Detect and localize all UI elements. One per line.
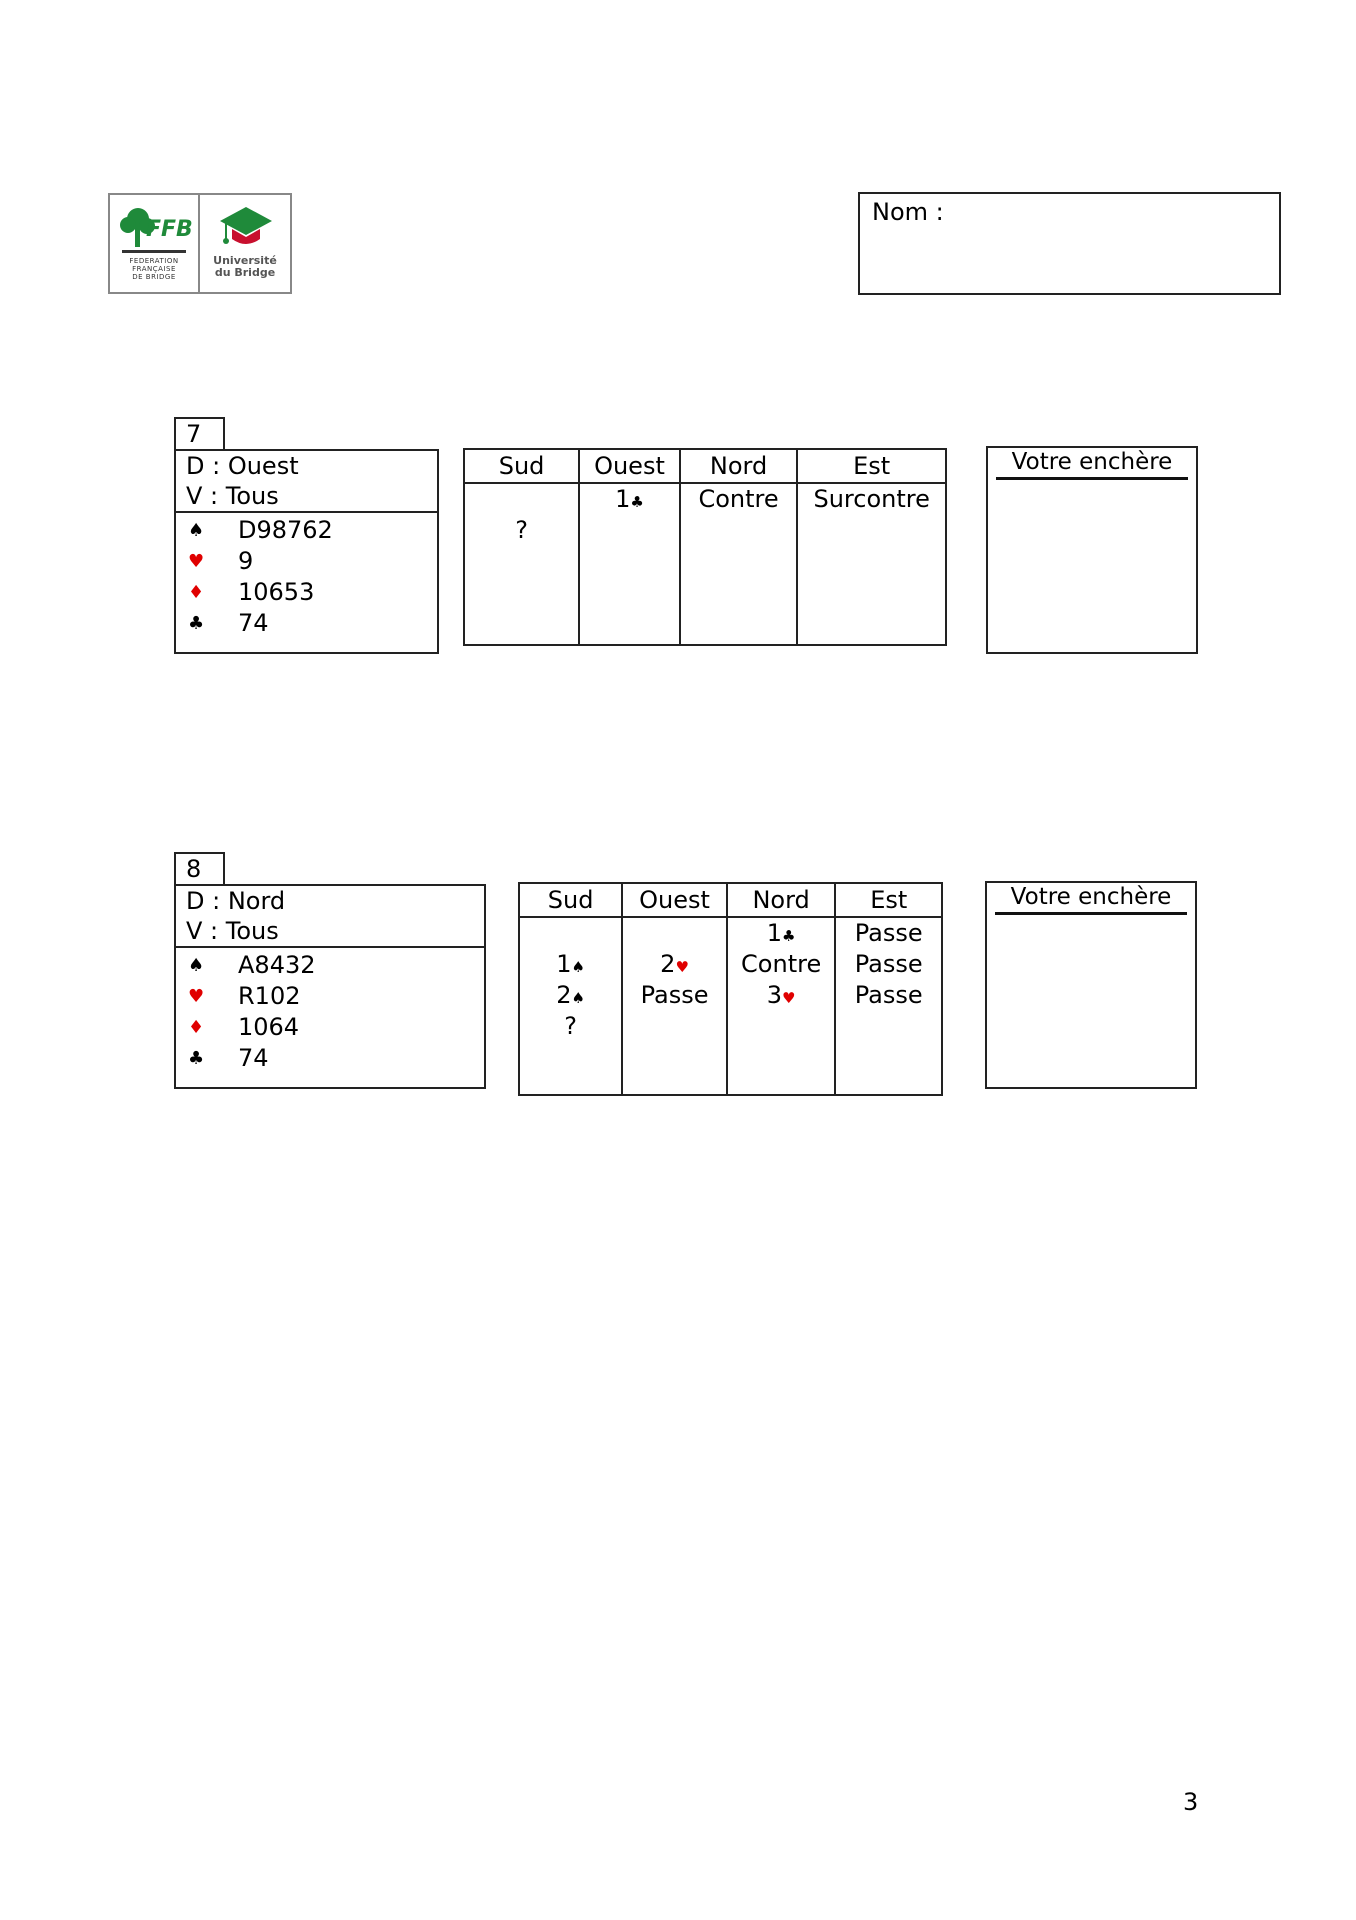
ffb-logo-subtitle: FEDERATION FRANÇAISE DE BRIDGE xyxy=(129,257,179,281)
heart-cards: R102 xyxy=(238,982,301,1010)
deal-number: 7 xyxy=(174,417,225,451)
nom-field[interactable] xyxy=(858,192,1281,295)
diamond-icon: ♦ xyxy=(188,582,205,603)
graduation-cap-icon xyxy=(218,205,274,251)
hand-row-spades xyxy=(188,950,484,981)
bid: 3♥ xyxy=(766,981,796,1009)
bid-column-nord xyxy=(727,917,836,1095)
heart-cards: 9 xyxy=(238,547,254,575)
diamond-cards: 10653 xyxy=(238,578,315,606)
club-icon: ♣ xyxy=(782,927,796,945)
hand-row-hearts xyxy=(188,981,484,1012)
deal-info xyxy=(174,449,439,654)
club-cards: 74 xyxy=(238,1044,269,1072)
hand-row-diamonds xyxy=(188,1012,484,1043)
bid-column-est xyxy=(797,483,946,645)
bid-header-nord: Nord xyxy=(680,449,798,483)
votre-enchere-label: Votre enchère xyxy=(1010,884,1172,910)
hand-row-clubs xyxy=(188,608,437,639)
heart-icon: ♥ xyxy=(188,986,205,1007)
hand-row-spades xyxy=(188,515,437,546)
ffb-logo xyxy=(108,193,292,294)
votre-enchere-label: Votre enchère xyxy=(1011,449,1173,475)
bid-header-est: Est xyxy=(835,883,942,917)
votre-enchere-box[interactable] xyxy=(986,446,1198,654)
bidding-table xyxy=(518,882,943,1096)
bid: Passe xyxy=(854,950,923,978)
diamond-cards: 1064 xyxy=(238,1013,300,1041)
bid: 1♣ xyxy=(766,919,796,947)
page-number: 3 xyxy=(1183,1788,1199,1816)
hand xyxy=(176,948,484,1074)
bid-column-est xyxy=(835,917,942,1095)
bid: Passe xyxy=(854,919,923,947)
dealer: D : Nord xyxy=(186,887,286,915)
bid-question: ? xyxy=(564,1012,577,1040)
bid-header-est: Est xyxy=(797,449,946,483)
bid xyxy=(465,484,578,515)
bid-header-sud: Sud xyxy=(519,883,622,917)
bid: Contre xyxy=(698,485,779,513)
spade-icon: ♠ xyxy=(188,955,205,976)
vulnerability: V : Tous xyxy=(186,917,279,945)
dealer: D : Ouest xyxy=(186,452,299,480)
spade-icon: ♠ xyxy=(188,520,205,541)
spade-cards: A8432 xyxy=(238,951,316,979)
bid-question: ? xyxy=(515,516,528,544)
vulnerability: V : Tous xyxy=(186,482,279,510)
deal-info xyxy=(174,884,486,1089)
spade-cards: D98762 xyxy=(238,516,333,544)
spade-icon: ♠ xyxy=(571,989,585,1007)
hand-row-clubs xyxy=(188,1043,484,1074)
bid: 2♥ xyxy=(660,950,689,978)
heart-icon: ♥ xyxy=(188,551,205,572)
club-icon: ♣ xyxy=(188,613,205,634)
universite-logo-subtitle: Université du Bridge xyxy=(213,254,277,279)
bid: Passe xyxy=(640,981,709,1009)
ffb-logo-text: FFB xyxy=(146,217,193,242)
club-icon: ♣ xyxy=(630,493,644,511)
bid: Contre xyxy=(741,950,822,978)
bid-header-ouest: Ouest xyxy=(579,449,680,483)
bid-header-ouest: Ouest xyxy=(622,883,727,917)
bid-column-nord xyxy=(680,483,798,645)
bid-column-ouest xyxy=(579,483,680,645)
bid: Passe xyxy=(854,981,923,1009)
bid-header-sud: Sud xyxy=(464,449,579,483)
hand xyxy=(176,513,437,639)
club-icon: ♣ xyxy=(188,1048,205,1069)
bidding-table xyxy=(463,448,947,646)
bid-column-sud xyxy=(519,917,622,1095)
universite-emblem xyxy=(200,195,290,292)
heart-icon: ♥ xyxy=(782,989,796,1007)
bid-header-nord: Nord xyxy=(727,883,836,917)
deal-number: 8 xyxy=(174,852,225,886)
diamond-icon: ♦ xyxy=(188,1017,205,1038)
bid: 1♠ xyxy=(556,950,585,978)
spade-icon: ♠ xyxy=(571,958,585,976)
ffb-emblem xyxy=(110,195,200,292)
bid-column-sud xyxy=(464,483,579,645)
bid: Surcontre xyxy=(813,485,930,513)
bid: 1♣ xyxy=(615,485,644,513)
nom-label: Nom : xyxy=(872,198,944,226)
bid-column-ouest xyxy=(622,917,727,1095)
bid: 2♠ xyxy=(556,981,585,1009)
club-cards: 74 xyxy=(238,609,269,637)
hand-row-hearts xyxy=(188,546,437,577)
heart-icon: ♥ xyxy=(675,958,689,976)
votre-enchere-box[interactable] xyxy=(985,881,1197,1089)
hand-row-diamonds xyxy=(188,577,437,608)
